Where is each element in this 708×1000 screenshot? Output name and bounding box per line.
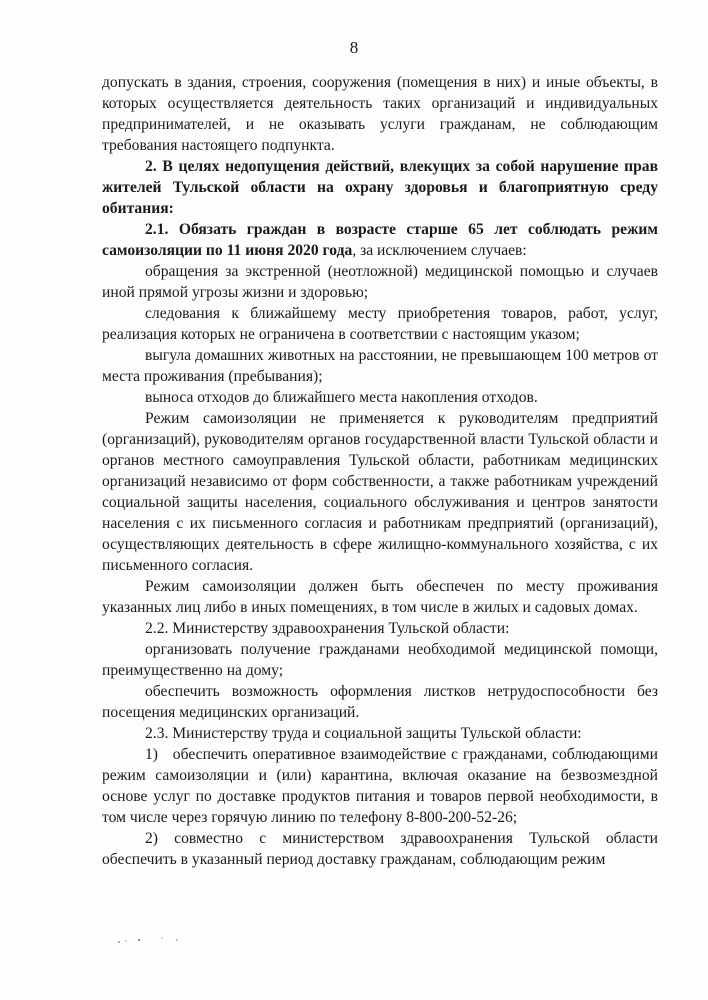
subsection-2-1: 2.1. Обязать граждан в возрасте старше 65 лет соблюдать режим самоизоляции по 11 июня 2020 года, за исключением случаев: — [102, 221, 658, 259]
page-number: 8 — [349, 38, 359, 57]
exception-pet-walking: выгула домашних животных на расстоянии, не превышающем 100 метров от места проживания (пребывания); — [102, 347, 658, 385]
subsection-2-2: 2.2. Министерству здравоохранения Тульской области: — [145, 620, 510, 637]
health-ministry-task-2: обеспечить возможность оформления листков нетрудоспособности без посещения медицинских организаций. — [102, 683, 658, 721]
labor-ministry-task-2: 2) совместно с министерством здравоохранения Тульской области обеспечить в указанный период доставку гражданам, соблюдающим режим — [102, 830, 658, 868]
exception-medical-help: обращения за экстренной (неотложной) медицинской помощью и случаев иной прямой угрозы жизни и здоровью; — [102, 263, 658, 301]
self-isolation-location: Режим самоизоляции должен быть обеспечен по месту проживания указанных лиц либо в иных помещениях, в том числе в жилых и садовых домах. — [102, 578, 658, 616]
scan-specks — [116, 936, 196, 946]
paragraph-continuation: допускать в здания, строения, сооружения (помещения в них) и иные объекты, в которых осуществляется деятельность таких организаций и индивидуальных предпринимателей, и не оказывать услуги гражданам, не соблюдающим требования настоящего подпункта. — [102, 74, 658, 154]
exception-shopping: следования к ближайшему месту приобретения товаров, работ, услуг, реализация которых не ограничена в соответствии с настоящим указом; — [102, 305, 658, 343]
section-2-heading: 2. В целях недопущения действий, влекущих за собой нарушение прав жителей Тульской области на охрану здоровья и благоприятную среду обитания: — [102, 158, 658, 217]
subsection-2-3: 2.3. Министерству труда и социальной защиты Тульской области: — [145, 725, 582, 742]
health-ministry-task-1: организовать получение гражданами необходимой медицинской помощи, преимущественно на дому; — [102, 641, 658, 679]
exception-waste: выноса отходов до ближайшего места накопления отходов. — [145, 389, 538, 406]
document-body — [102, 72, 658, 870]
self-isolation-exemptions: Режим самоизоляции не применяется к руководителям предприятий (организаций), руководителям органов государственной власти Тульской области и органов местного самоуправления Тульской области, работникам медицинских организаций независимо от форм собственности, а также работникам учреждений социальной защиты населения, социального обслуживания и центров занятости населения с их письменного согласия и работникам предприятий (организаций), осуществляющих деятельность в сфере жилищно-коммунального хозяйства, с их письменного согласия. — [102, 410, 658, 574]
labor-ministry-task-1: 1) обеспечить оперативное взаимодействие с гражданами, соблюдающими режим самоизоляции и (или) карантина, включая оказание на безвозмездной основе услуг по доставке продуктов питания и товаров первой необходимости, в том числе через горячую линию по телефону 8-800-200-52-26; — [102, 746, 658, 826]
